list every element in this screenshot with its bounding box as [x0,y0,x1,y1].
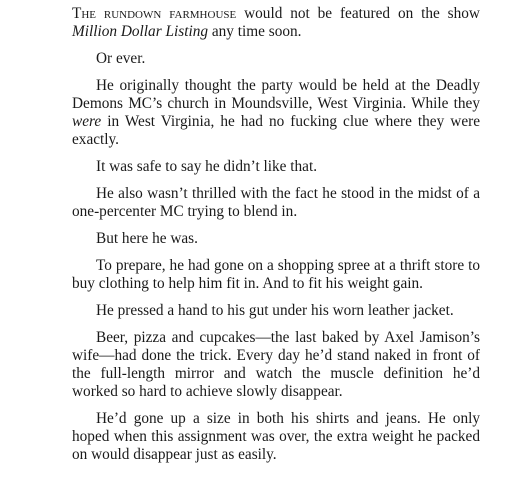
paragraph-9 [72,329,480,402]
paragraph-5 [72,185,480,221]
show-title: Million Dollar Listing [72,23,208,41]
text-run: Or ever. [96,50,146,67]
paragraph-1 [72,5,480,41]
text-run: But here he was. [96,230,198,247]
emphasis-were: were [72,113,102,131]
paragraph-3 [72,77,480,150]
text-run: Beer, pizza and cupcakes—the last baked by Axel Jamison’s wife—had done the trick. Every day he’d stand naked in front of the full-length mirror and watch the muscle definition he’d worked so hard to achieve slowly disappear. [72,328,480,401]
text-run: He’d gone up a size in both his shirts and jeans. He only hoped when this assignment was over, the extra weight he packed on would disappear just as easily. [72,410,480,464]
text-run: It was safe to say he didn’t like that. [96,158,318,176]
text-run: any time soon. [208,23,302,41]
paragraph-2 [72,50,480,68]
text-run: He originally thought the party would be held at the Deadly Demons MC’s church in Moundsville, West Virginia. While they [72,76,480,112]
paragraph-6 [72,230,480,248]
text-run: He also wasn’t thrilled with the fact he stood in the midst of a one-percenter MC trying to blend in. [72,185,480,221]
paragraph-8 [72,302,480,320]
text-run: would not be featured on the show [236,5,480,22]
text-run: He pressed a hand to his gut under his worn leather jacket. [96,301,454,319]
paragraph-4 [72,158,480,176]
paragraph-10 [72,410,480,465]
book-page-text [72,5,480,473]
text-run: To prepare, he had gone on a shopping spree at a thrift store to buy clothing to help him fit in. And to fit his weight gain. [72,256,480,292]
paragraph-7 [72,257,480,293]
chapter-lead-in: The rundown farmhouse [72,5,237,22]
text-run: in West Virginia, he had no fucking clue where they were exactly. [72,113,480,149]
